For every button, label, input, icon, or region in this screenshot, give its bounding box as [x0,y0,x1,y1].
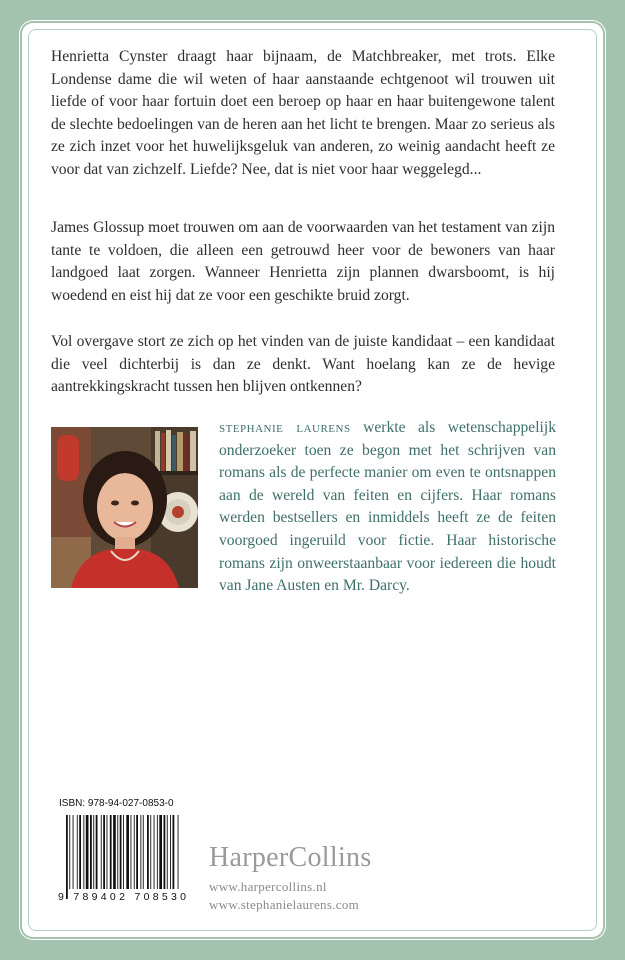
author-photo [51,427,198,588]
barcode-digits: 9 789402 708530 [58,891,186,903]
author-name: stephanie laurens [219,419,351,436]
blurb-paragraph-3: Vol overgave stort ze zich op het vinden van de juiste kandidaat – een kandidaat die veel dichterbij is dan ze denkt. Want hoelang kan ze de hevige aantrekkingskracht tussen hen blijven ontkennen? [51,333,555,396]
publisher-logo-text: HarperCollins [209,842,372,873]
author-bio-text: werkte als wetenschappelijk onderzoeker toen ze begon met het schrijven van romans als de perfecte manier om even te ontsnappen aan de wereld van feiten en cijfers. Haar romans werden bestsellers en inmiddels heeft ze de feiten voorgoed ingeruild voor fictie. Haar historische romans zijn onweerstaanbaar voor iedereen die houdt van Jane Austen en Mr. Darcy. [219,419,556,595]
blurb-paragraph-1: Henrietta Cynster draagt haar bijnaam, de Matchbreaker, met trots. Elke Londense dame die wil weten of haar aanstaande echtgenoot wil trouwen uit liefde of voor haar fortuin doet een beroep op haar en haar buitengewone talent de slechte bedoelingen van de heren aan het licht te brengen. Maar zo serieus als ze zich inzet voor het huwelijksgeluk van anderen, zo weinig aandacht heeft ze voor dat van zichzelf. Liefde? Nee, dat is niet voor haar weggelegd... [51,48,555,178]
publisher-url: www.harpercollins.nl [209,879,327,894]
author-portrait-image [51,427,198,588]
isbn-label: ISBN: 978-94-027-0853-0 [59,798,174,809]
author-bio [219,417,556,598]
blurb-paragraph-2: James Glossup moet trouwen om aan de voorwaarden van het testament van zijn tante te voldoen, die alleen een getrouwd heer voor de bewoners van haar landgoed laat zorgen. Wanneer Henrietta zijn plannen dwarsboomt, is hij woedend en eist hij dat ze voor een geschikte bruid zorgt. [51,219,555,304]
author-url: www.stephanielaurens.com [209,897,360,912]
barcode [56,813,190,903]
